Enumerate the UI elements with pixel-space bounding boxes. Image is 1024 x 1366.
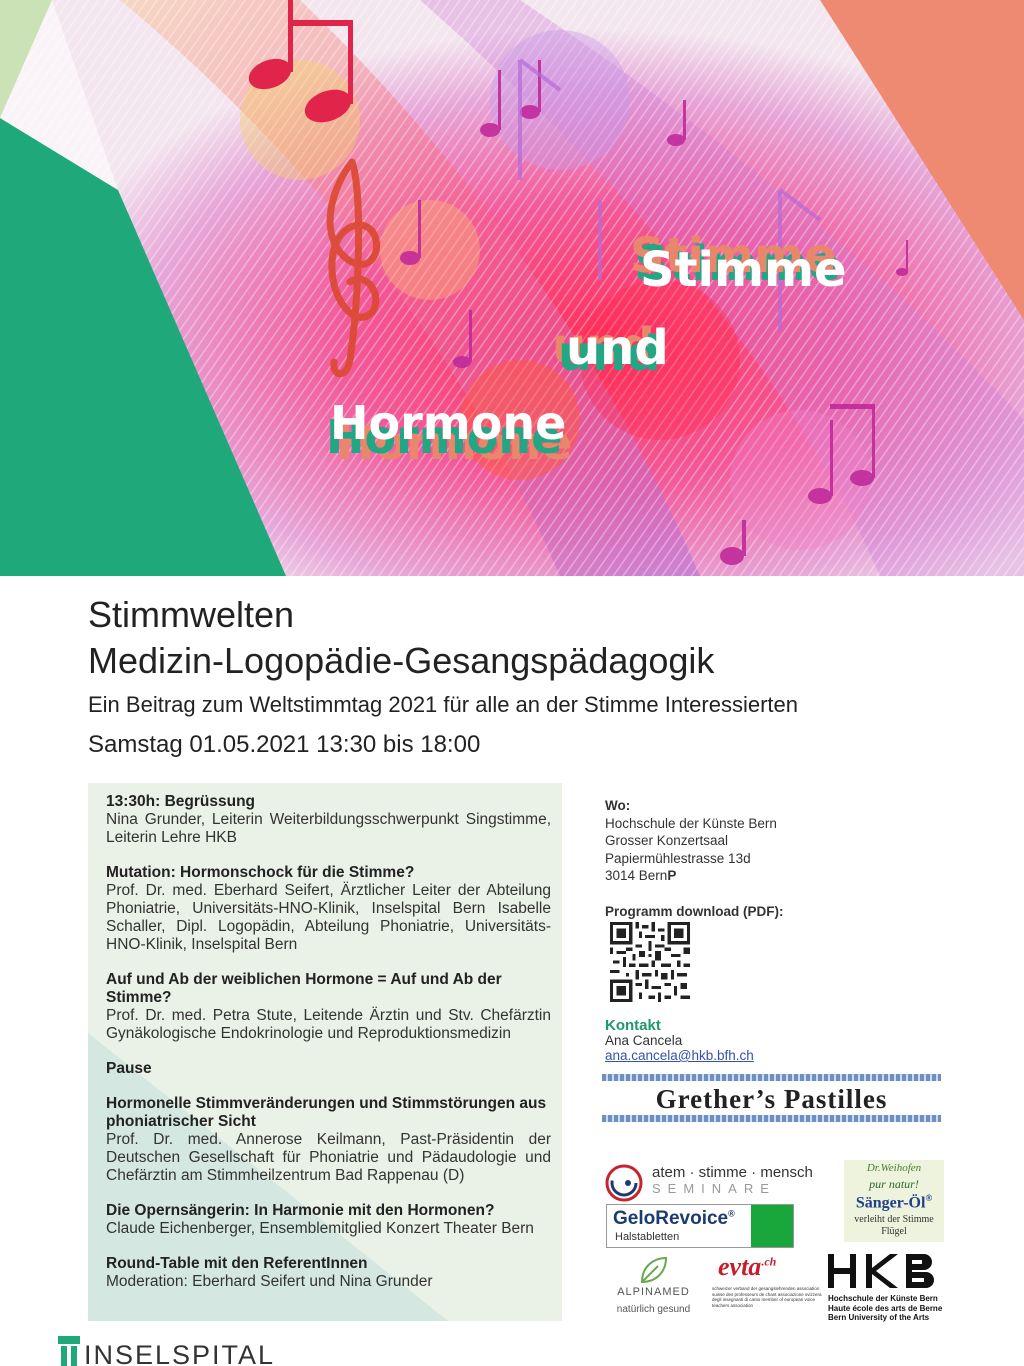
download-label: Programm download (PDF): <box>605 903 784 919</box>
program-item <box>106 971 551 1043</box>
grether-top-border <box>602 1074 941 1081</box>
evta-name <box>718 1252 776 1282</box>
inselspital-crest-icon <box>58 1336 80 1366</box>
banner-title-stimme: Stimme <box>640 242 847 298</box>
gelo-logo-name <box>613 1208 735 1230</box>
program-item-title: Die Opernsängerin: In Harmonie mit den Hormonen? <box>106 1202 495 1219</box>
program-item-body: Moderation: Eberhard Seifert und Nina Grunder <box>106 1273 433 1290</box>
hkb-letters-icon <box>828 1254 934 1288</box>
gelo-registered-mark: ® <box>728 1208 735 1219</box>
venue-line: Papiermühlestrasse 13d <box>605 850 751 866</box>
venue-city-text: 3014 Bern <box>605 868 668 883</box>
program-item-body: Nina Grunder, Leiterin Weiterbildungsschwerpunkt Singstimme, Leiterin Lehre HKB <box>106 811 551 846</box>
saenger-name <box>844 1193 944 1212</box>
hkb-text-line: Hochschule der Künste Bern <box>828 1294 938 1303</box>
alpinamed-logo <box>606 1256 701 1320</box>
program-item-title: Mutation: Hormonschock für die Stimme? <box>106 864 415 881</box>
hkb-logo <box>828 1254 958 1324</box>
banner-title-und: und <box>566 320 669 376</box>
program-item <box>106 1060 551 1078</box>
hkb-text <box>828 1294 958 1323</box>
program-item <box>106 1095 551 1185</box>
program-item <box>106 1255 551 1291</box>
atem-logo-line1: atem · stimme · mensch <box>652 1164 813 1181</box>
saenger-brand: Dr.Weihofen <box>866 1162 922 1174</box>
gelo-logo-name-text: GeloRevoice <box>613 1208 729 1229</box>
program-item <box>106 793 551 847</box>
event-headline <box>88 592 798 760</box>
program-list <box>106 793 551 1308</box>
program-qr-code[interactable] <box>610 922 690 1002</box>
event-tagline: Ein Beitrag zum Weltstimmtag 2021 für alle an der Stimme Interessierten <box>88 692 799 717</box>
program-item <box>106 864 551 954</box>
grether-logo-text: Grether’s Pastilles <box>655 1084 888 1114</box>
saenger-sub: verleiht der Stimme Flügel <box>854 1214 934 1237</box>
inselspital-logo-text: INSELSPITAL <box>84 1340 276 1366</box>
inselspital-logo <box>58 1330 278 1366</box>
gelo-green-block <box>751 1205 793 1247</box>
venue-city <box>605 867 1005 885</box>
saenger-motto: pur natur! <box>869 1177 919 1191</box>
atem-logo-line2: SEMINARE <box>652 1181 776 1196</box>
hkb-text-line: Bern University of the Arts <box>828 1313 930 1322</box>
alpinamed-name: ALPINAMED <box>617 1286 690 1298</box>
program-item-title: Pause <box>106 1060 152 1077</box>
event-title: Stimmwelten <box>88 594 295 635</box>
program-item-title: 13:30h: Begrüssung <box>106 793 256 810</box>
evta-name-text: evta <box>718 1252 762 1281</box>
venue-info <box>605 797 1005 920</box>
grether-bottom-border <box>602 1115 941 1122</box>
program-item <box>106 1202 551 1238</box>
hkb-text-line: Haute école des arts de Berne <box>828 1303 943 1313</box>
program-item-title: Auf und Ab der weiblichen Hormone = Auf und Ab der Stimme? <box>106 971 502 1006</box>
program-item-body: Prof. Dr. med. Petra Stute, Leitende Ärztin und Stv. Chefärztin Gynäkologische Endokrinologie und Reproduktionsmedizin <box>106 1007 551 1042</box>
evta-small-text: schweizer verband der gesangslehrenden association suisse des professeurs de chant associazione svizzera degli insegnanti di canto member of european voice teachers association <box>712 1286 822 1308</box>
saenger-oel-logo <box>844 1160 944 1242</box>
program-item-body: Prof. Dr. med. Eberhard Seifert, Ärztlicher Leiter der Abteilung Phoniatrie, Universitäts-HNO-Klinik, Inselspital Bern Isabelle Schaller, Dipl. Logopädin, Abteilung Phoniatrie, Universitäts-HNO-Klinik, Inselspital Bern <box>106 882 551 953</box>
venue-city-suffix: P <box>667 868 677 883</box>
program-item-title: Hormonelle Stimmveränderungen und Stimmstörungen aus phoniatrischer Sicht <box>106 1095 547 1130</box>
atem-stimme-mensch-logo <box>604 1160 824 1206</box>
evta-logo <box>712 1252 824 1322</box>
circle-logo-icon <box>604 1160 644 1206</box>
contact-block <box>605 1018 754 1063</box>
banner-artwork <box>0 0 1024 576</box>
contact-label: Kontakt <box>605 1017 661 1034</box>
contact-name: Ana Cancela <box>605 1033 683 1048</box>
gelo-logo-sub: Halstabletten <box>615 1231 680 1243</box>
saenger-name-text: Sänger-Öl <box>855 1194 926 1212</box>
banner-title-hormone: Hormone <box>330 396 567 450</box>
program-item-body: Claude Eichenberger, Ensemblemitglied Konzert Theater Bern <box>106 1220 534 1237</box>
alpinamed-sub: natürlich gesund <box>616 1304 691 1315</box>
event-date: Samstag 01.05.2021 13:30 bis 18:00 <box>88 731 481 758</box>
program-item-title: Round-Table mit den ReferentInnen <box>106 1255 368 1272</box>
saenger-registered-mark: ® <box>925 1193 933 1203</box>
venue-line: Grosser Konzertsaal <box>605 833 729 848</box>
evta-name-suffix: .ch <box>761 1254 777 1269</box>
grether-pastilles-logo <box>602 1074 941 1122</box>
venue-label: Wo: <box>605 798 631 813</box>
hero-banner <box>0 0 1024 576</box>
venue-line: Hochschule der Künste Bern <box>605 815 777 831</box>
event-subtitle: Medizin-Logopädie-Gesangspädagogik <box>88 640 715 681</box>
contact-email-link[interactable]: ana.cancela@hkb.bfh.ch <box>605 1048 754 1063</box>
program-item-body: Prof. Dr. med. Annerose Keilmann, Past-Präsidentin der Deutschen Gesellschaft für Phoniatrie und Pädaudologie und Chefärztin am Stimmheilzentrum Bad Rappenau (D) <box>106 1131 551 1184</box>
leaf-icon <box>638 1256 668 1284</box>
gelorevoice-logo <box>606 1204 794 1248</box>
program-box <box>88 783 562 1321</box>
